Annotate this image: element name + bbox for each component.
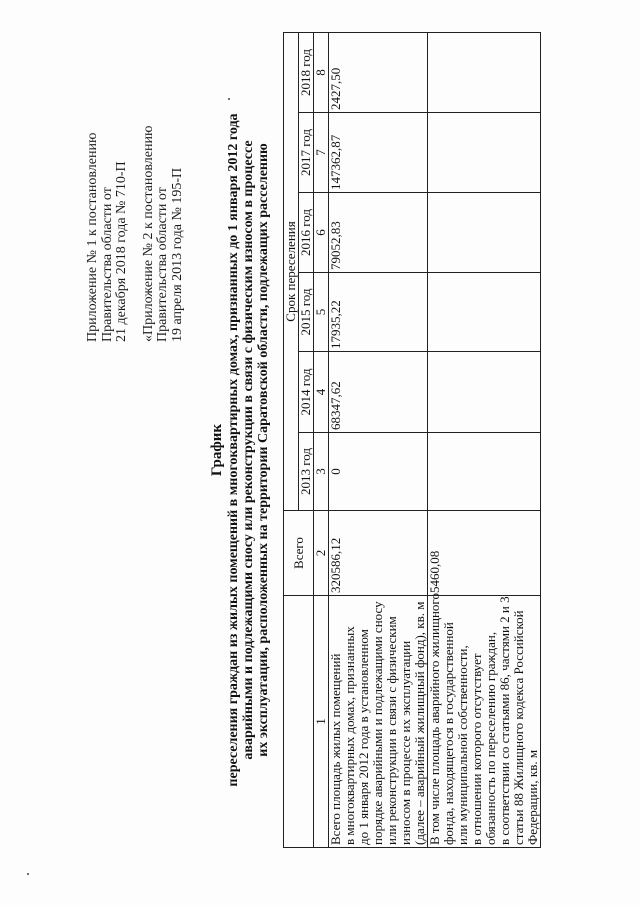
- header-year: 2015 год: [299, 273, 314, 352]
- description-line: в отношении которого отсутствует: [469, 653, 484, 845]
- year-value: [428, 273, 541, 352]
- description-line: в соответствии со статьями 86, частями 2 и 3: [497, 596, 512, 845]
- description-line: Всего площадь жилых помещений: [328, 653, 343, 845]
- header-row: [284, 32, 299, 847]
- header-line: Приложение № 1 к постановлению: [85, 132, 100, 342]
- year-value: 0: [329, 433, 428, 511]
- column-number: 7: [314, 113, 329, 193]
- year-value: 79052,83: [329, 193, 428, 273]
- description-line: В том числе площадь аварийного жилищного: [427, 593, 442, 845]
- column-number: 1: [314, 596, 329, 848]
- header-line: «Приложение № 2 к постановлению: [140, 125, 156, 342]
- description-line: или муниципальной собственности,: [455, 645, 470, 845]
- description-line: Федерации, кв. м: [525, 749, 540, 845]
- column-number: 6: [314, 193, 329, 273]
- row-total: 320586,12: [329, 511, 428, 596]
- title-line: аварийными и подлежащими сносу или реконструкции в связи с физическим износом в процессе: [241, 140, 256, 760]
- row-total: 5460,08: [428, 511, 541, 596]
- description-line: в многоквартирных домах, признанных: [342, 626, 357, 845]
- year-value: 17935,22: [329, 273, 428, 352]
- header-year: 2016 год: [299, 193, 314, 273]
- year-value: [428, 352, 541, 433]
- title-line: переселения граждан из жилых помещений в многоквартирных домах, признанных до 1 января 2012 года: [226, 113, 241, 787]
- appendix-header: [86, 12, 185, 342]
- description-line: обязанность по переселению граждан,: [483, 631, 498, 845]
- title-line: их эксплуатации, расположенных на территории Саратовской области, подлежащих расселению: [256, 143, 271, 757]
- column-number: 2: [314, 511, 329, 596]
- year-value: [428, 32, 541, 112]
- description-line: (далее – аварийный жилищный фонд), кв. м: [412, 601, 427, 845]
- header-period: Срок переселения: [284, 32, 299, 510]
- description-line: до 1 января 2012 года в установленном: [356, 629, 371, 845]
- year-value: [428, 113, 541, 193]
- header-cell-empty: [284, 596, 314, 848]
- header-line: Правительства области от: [155, 187, 170, 342]
- column-number: 5: [314, 273, 329, 352]
- resettlement-table: [283, 32, 541, 848]
- title-heading: График: [209, 423, 225, 477]
- header-year: 2017 год: [299, 113, 314, 193]
- description-line: порядке аварийными и подлежащими сносу: [370, 601, 385, 845]
- year-value: [428, 433, 541, 511]
- column-numbers-row: [314, 32, 329, 847]
- column-number: 8: [314, 32, 329, 112]
- header-year: 2013 год: [299, 433, 314, 511]
- description-line: фонда, находящегося в государственной: [441, 622, 456, 845]
- description-line: или реконструкции в связи с физическим: [384, 616, 399, 845]
- header-line: 19 апреля 2013 года № 195-П: [169, 167, 185, 342]
- year-value: [428, 193, 541, 273]
- year-value: 68347,62: [329, 352, 428, 433]
- year-value: 2427,50: [329, 32, 428, 112]
- column-number: 3: [314, 433, 329, 511]
- header-line: 21 декабря 2018 года № 710-П: [114, 161, 129, 342]
- year-value: 147362,87: [329, 113, 428, 193]
- document-title: [210, 15, 271, 885]
- description-line: статьи 88 Жилищного кодекса Российской: [511, 610, 526, 845]
- column-number: 4: [314, 352, 329, 433]
- header-year: 2014 год: [299, 352, 314, 433]
- header-line: Правительства области от: [99, 187, 115, 342]
- description-line: износом в процессе их эксплуатации: [398, 640, 413, 845]
- header-year: 2018 год: [299, 32, 314, 112]
- header-total: Всего: [284, 511, 314, 596]
- row-description: [329, 596, 428, 848]
- row-description: [427, 593, 541, 848]
- table-row: [428, 32, 541, 847]
- table-row: [329, 32, 428, 847]
